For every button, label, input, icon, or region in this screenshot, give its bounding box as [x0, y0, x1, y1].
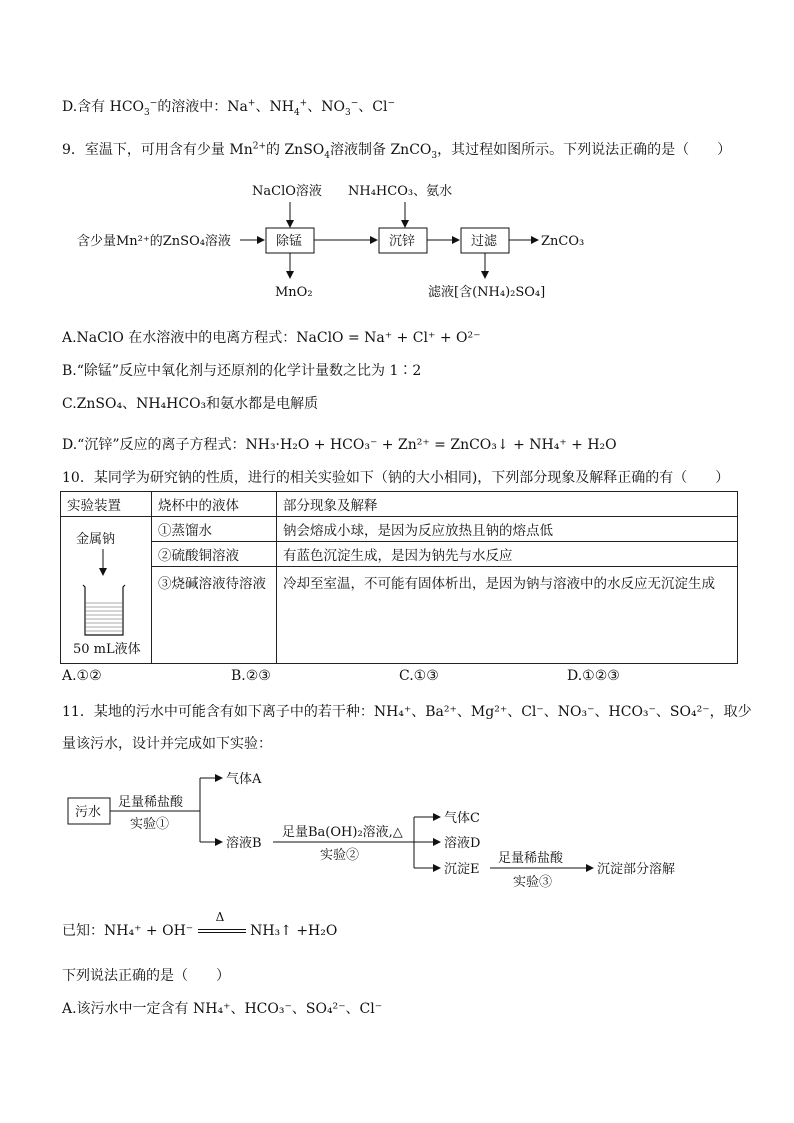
row1-liquid: ①蒸馏水	[152, 517, 277, 542]
table-row	[61, 542, 738, 567]
q11-flow-diagram	[0, 762, 794, 892]
q11-stem-line2: 量该污水，设计并完成如下实验：	[62, 736, 272, 752]
q10-option-d: D.①②③	[567, 668, 620, 684]
q11-result: 沉淀部分溶解	[597, 862, 676, 877]
q11-step-1: 实验①	[130, 817, 170, 832]
q8-option-d: D.含有 $HCO_3^-$的溶液中：Na+、$NH_4^+$、$NO_3^-$、Cl−	[62, 98, 395, 118]
svg-text:除锰: 除锰	[276, 234, 303, 249]
q11-gas-a: 气体A	[226, 772, 262, 787]
svg-text:50 mL液体: 50 mL液体	[73, 642, 141, 657]
q11-reagent-hcl-1: 足量稀盐酸	[118, 795, 184, 810]
q9-option-c: C.ZnSO₄、NH₄HCO₃和氨水都是电解质	[62, 396, 319, 412]
row1-explain: 钠会熔成小球，是因为反应放热且钠的熔点低	[277, 517, 738, 542]
q9-stem: 9．室温下，可用含有少量 $Mn^{2+}$的 ZnSO$_4$溶液制备 ZnCO$_3$，其过程如图所示。下列说法正确的是（ ）	[62, 141, 732, 161]
svg-text:过滤: 过滤	[471, 234, 498, 249]
q9-byproduct-filtrate: 滤液[含(NH₄)₂SO₄]	[428, 285, 546, 300]
row2-liquid: ②硫酸铜溶液	[152, 542, 277, 567]
q9-option-d: D.“沉锌”反应的离子方程式：NH₃·H₂O + HCO₃⁻ + Zn²⁺ = ZnCO₃↓ + NH₄⁺ + H₂O	[62, 437, 617, 453]
q11-known-equation: 已知：NH₄⁺ + OH⁻ Δ NH₃↑ +H₂O	[62, 910, 338, 939]
q11-option-a: A.该污水中一定含有 NH₄⁺、HCO₃⁻、SO₄²⁻、Cl⁻	[62, 1001, 383, 1017]
q9-input-solution: 含少量Mn²⁺的ZnSO₄溶液	[77, 234, 231, 249]
q11-step-2: 实验②	[320, 848, 360, 863]
q11-solution-d: 溶液D	[444, 836, 481, 851]
q9-reagent-nh4hco3: NH₄HCO₃、氨水	[348, 184, 453, 199]
table-row	[61, 517, 738, 542]
q9-byproduct-mno2: MnO₂	[275, 285, 313, 300]
q10-option-a: A.①②	[62, 668, 102, 684]
row3-explain: 冷却至室温，不可能有固体析出，是因为钠与溶液中的水反应无沉淀生成	[277, 567, 738, 664]
q10-stem: 10．某同学为研究钠的性质，进行的相关实验如下（钠的大小相同)，下列部分现象及解释正确的有（ ）	[62, 470, 730, 486]
q11-gas-c: 气体C	[444, 811, 480, 826]
svg-text:沉锌: 沉锌	[389, 234, 416, 249]
row3-liquid: ③烧碱溶液待溶液	[152, 567, 277, 664]
q11-step-3: 实验③	[513, 875, 553, 890]
q9-flow-diagram	[0, 170, 794, 310]
row2-explain: 有蓝色沉淀生成，是因为钠先与水反应	[277, 542, 738, 567]
q11-reagent-hcl-3: 足量稀盐酸	[498, 851, 564, 866]
beaker-sodium-illustration	[61, 517, 151, 657]
table-header-row	[61, 492, 738, 517]
header-liquid: 烧杯中的液体	[152, 492, 277, 517]
q9-option-b: B.“除锰”反应中氧化剂与还原剂的化学计量数之比为 1∶2	[62, 363, 422, 379]
header-explain: 部分现象及解释	[277, 492, 738, 517]
q9-reagent-naclo: NaClO溶液	[252, 184, 322, 199]
svg-text:金属钠: 金属钠	[76, 532, 116, 547]
header-apparatus: 实验装置	[61, 492, 152, 517]
q11-question: 下列说法正确的是（ ）	[62, 968, 230, 984]
q11-reagent-baoh2: 足量Ba(OH)₂溶液,△	[282, 825, 403, 840]
q10-experiment-table	[60, 491, 738, 664]
svg-text:污水: 污水	[75, 805, 102, 820]
apparatus-cell	[61, 517, 152, 664]
q10-option-c: C.①③	[399, 668, 439, 684]
q11-stem-line1: 11．某地的污水中可能含有如下离子中的若干种：NH₄⁺、Ba²⁺、Mg²⁺、Cl⁻、NO₃⁻、HCO₃⁻、SO₄²⁻，取少	[62, 704, 752, 720]
q9-option-a: A.NaClO 在水溶液中的电离方程式：NaClO = Na⁺ + Cl⁺ + O²⁻	[62, 330, 481, 346]
q11-precipitate-e: 沉淀E	[444, 862, 480, 877]
q11-solution-b: 溶液B	[226, 836, 262, 851]
q10-option-b: B.②③	[231, 668, 271, 684]
q9-output-znco3: ZnCO₃	[541, 234, 585, 249]
reaction-arrow-heat: Δ	[198, 921, 246, 941]
